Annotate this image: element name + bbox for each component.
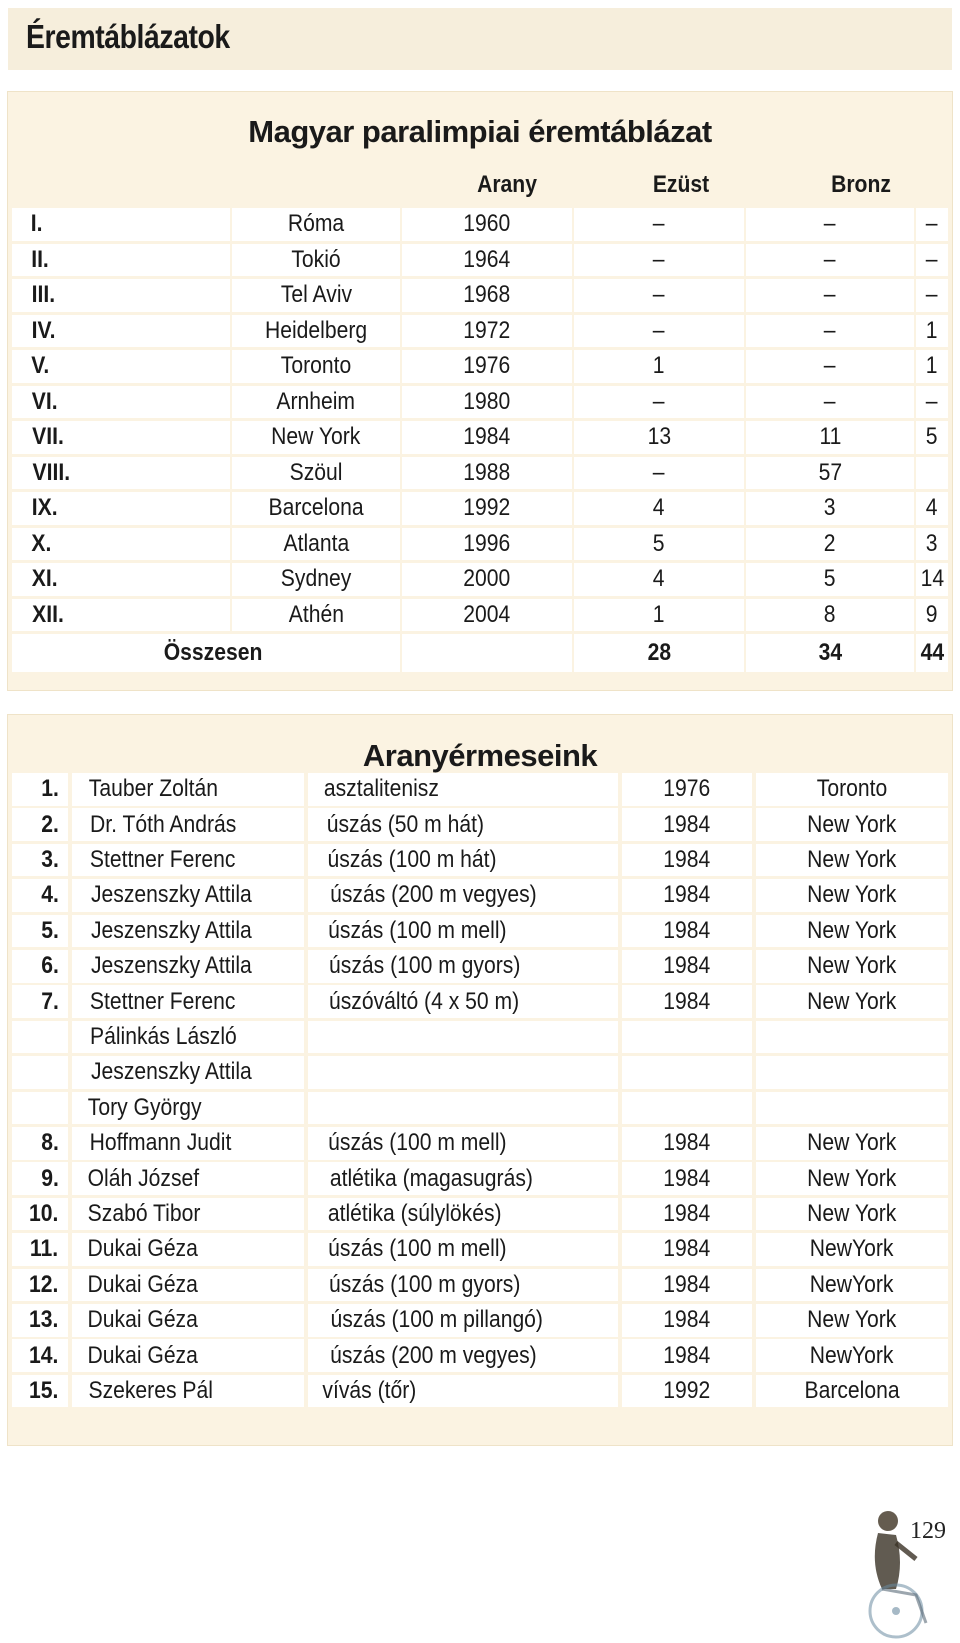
games-year: 1964 xyxy=(402,244,572,277)
medalist-number xyxy=(12,1056,68,1089)
silver-count: – xyxy=(746,386,914,419)
silver-count: – xyxy=(746,244,914,277)
medal-table-header xyxy=(8,164,952,206)
medalist-row xyxy=(8,773,952,806)
bronze-count: – xyxy=(916,244,948,277)
gold-count: 5 xyxy=(574,528,744,561)
medalist-year: 1984 xyxy=(622,844,752,877)
medalist-event: úszás (100 m mell) xyxy=(308,1127,618,1160)
medalist-name: Szabó Tibor xyxy=(72,1198,304,1231)
medalist-number: 7. xyxy=(12,985,68,1018)
medalist-number: 2. xyxy=(12,808,68,841)
host-city: New York xyxy=(232,421,400,454)
medalist-number: 8. xyxy=(12,1127,68,1160)
bronze-count: 1 xyxy=(916,315,948,348)
edition-number: III. xyxy=(12,279,230,312)
medalist-city: New York xyxy=(756,844,948,877)
medalist-number: 12. xyxy=(12,1269,68,1302)
medalist-row xyxy=(8,879,952,912)
silver-count: 2 xyxy=(746,528,914,561)
silver-count: – xyxy=(746,350,914,383)
medalist-city: New York xyxy=(756,915,948,948)
medalist-city: New York xyxy=(756,1127,948,1160)
host-city: Róma xyxy=(232,208,400,241)
medalist-name: Pálinkás László xyxy=(72,1021,304,1054)
gold-count: – xyxy=(574,315,744,348)
silver-count: – xyxy=(746,279,914,312)
edition-number: I. xyxy=(12,208,230,241)
total-gold: 28 xyxy=(574,634,744,672)
medal-table-row xyxy=(8,244,952,277)
medalist-name: Stettner Ferenc xyxy=(72,985,304,1018)
medalist-name: Jeszenszky Attila xyxy=(72,950,304,983)
medalist-number: 4. xyxy=(12,879,68,912)
bronze-count: 9 xyxy=(916,599,948,632)
medalist-city: NewYork xyxy=(756,1269,948,1302)
wheelchair-athlete-icon xyxy=(856,1503,956,1643)
edition-number: XII. xyxy=(12,599,230,632)
medalist-city: New York xyxy=(756,1198,948,1231)
total-spacer xyxy=(402,634,572,672)
medalist-name: Szekeres Pál xyxy=(72,1375,304,1408)
medalist-year: 1984 xyxy=(622,1233,752,1266)
medalist-year: 1984 xyxy=(622,1162,752,1195)
medalist-number: 3. xyxy=(12,844,68,877)
medal-table-row xyxy=(8,421,952,454)
bronze-count: 14 xyxy=(916,563,948,596)
silver-count: – xyxy=(746,315,914,348)
medalist-year: 1976 xyxy=(622,773,752,806)
medalist-city: New York xyxy=(756,950,948,983)
medalist-event: atlétika (súlylökés) xyxy=(308,1198,618,1231)
medalist-name: Dukai Géza xyxy=(72,1304,304,1337)
silver-count: 5 xyxy=(746,563,914,596)
bronze-count: 4 xyxy=(916,492,948,525)
edition-number: V. xyxy=(12,350,230,383)
gold-medalists-table xyxy=(8,715,952,1445)
medalist-city: Toronto xyxy=(756,773,948,806)
medal-table-title: Magyar paralimpiai éremtáblázat xyxy=(248,114,712,149)
silver-count: 57 xyxy=(746,457,914,490)
medalist-row xyxy=(8,1056,952,1089)
gold-count: 1 xyxy=(574,350,744,383)
medalist-event: atlétika (magasugrás) xyxy=(308,1162,618,1195)
medalist-name: Oláh József xyxy=(72,1162,304,1195)
medalist-name: Tory György xyxy=(72,1092,304,1125)
medalist-city xyxy=(756,1056,948,1089)
medal-table-row xyxy=(8,599,952,632)
medalist-row xyxy=(8,1127,952,1160)
medal-table xyxy=(8,92,952,690)
host-city: Sydney xyxy=(232,563,400,596)
games-year: 1980 xyxy=(402,386,572,419)
gold-count: – xyxy=(574,279,744,312)
medalist-event: úszás (200 m vegyes) xyxy=(308,1339,618,1372)
edition-number: II. xyxy=(12,244,230,277)
medalist-city: Barcelona xyxy=(756,1375,948,1408)
column-header-gold: Arany xyxy=(477,171,537,198)
medalist-number: 1. xyxy=(12,773,68,806)
medalist-event xyxy=(308,1021,618,1054)
gold-count: – xyxy=(574,208,744,241)
host-city: Heidelberg xyxy=(232,315,400,348)
medalist-number xyxy=(12,1092,68,1125)
medalist-name: Tauber Zoltán xyxy=(72,773,304,806)
medalist-event: úszás (100 m mell) xyxy=(308,1233,618,1266)
host-city: Tokió xyxy=(232,244,400,277)
medalist-name: Dukai Géza xyxy=(72,1339,304,1372)
medalist-row xyxy=(8,1304,952,1337)
gold-count: – xyxy=(574,386,744,419)
games-year: 1984 xyxy=(402,421,572,454)
page-title: Éremtáblázatok xyxy=(26,18,230,55)
games-year: 1988 xyxy=(402,457,572,490)
medalist-row xyxy=(8,915,952,948)
medalist-city: New York xyxy=(756,879,948,912)
host-city: Arnheim xyxy=(232,386,400,419)
medalist-row xyxy=(8,1092,952,1125)
edition-number: X. xyxy=(12,528,230,561)
medal-table-total-row xyxy=(8,634,952,672)
medal-table-row xyxy=(8,208,952,241)
medalist-city xyxy=(756,1021,948,1054)
medalist-event: úszás (100 m pillangó) xyxy=(308,1304,618,1337)
host-city: Tel Aviv xyxy=(232,279,400,312)
medalist-year: 1984 xyxy=(622,1339,752,1372)
medalist-row xyxy=(8,844,952,877)
medalist-row xyxy=(8,950,952,983)
bronze-count: – xyxy=(916,279,948,312)
medalist-event: úszóváltó (4 x 50 m) xyxy=(308,985,618,1018)
medalist-name: Stettner Ferenc xyxy=(72,844,304,877)
medal-table-row xyxy=(8,279,952,312)
medal-table-row xyxy=(8,563,952,596)
bronze-count: 3 xyxy=(916,528,948,561)
medalist-event: úszás (200 m vegyes) xyxy=(308,879,618,912)
medalist-year: 1984 xyxy=(622,950,752,983)
host-city: Toronto xyxy=(232,350,400,383)
medalist-city: New York xyxy=(756,808,948,841)
total-bronze: 44 xyxy=(916,634,948,672)
medalist-number: 9. xyxy=(12,1162,68,1195)
edition-number: IV. xyxy=(12,315,230,348)
medalist-number: 10. xyxy=(12,1198,68,1231)
medalist-event: úszás (100 m gyors) xyxy=(308,1269,618,1302)
medalist-row xyxy=(8,1375,952,1408)
gold-count: 1 xyxy=(574,599,744,632)
medalist-number: 15. xyxy=(12,1375,68,1408)
games-year: 1976 xyxy=(402,350,572,383)
edition-number: IX. xyxy=(12,492,230,525)
gold-medalists-title: Aranyérmeseink xyxy=(362,738,598,773)
medal-table-row xyxy=(8,386,952,419)
silver-count: 3 xyxy=(746,492,914,525)
medalist-year: 1984 xyxy=(622,1127,752,1160)
medalist-year: 1984 xyxy=(622,1269,752,1302)
medalist-event: asztalitenisz xyxy=(308,773,618,806)
medalist-event: úszás (100 m mell) xyxy=(308,915,618,948)
page-number: 129 xyxy=(910,1518,946,1544)
bronze-count: – xyxy=(916,386,948,419)
total-silver: 34 xyxy=(746,634,914,672)
silver-count: 11 xyxy=(746,421,914,454)
medalist-number: 6. xyxy=(12,950,68,983)
edition-number: VII. xyxy=(12,421,230,454)
medal-table-row xyxy=(8,528,952,561)
medalist-row xyxy=(8,985,952,1018)
host-city: Szöul xyxy=(232,457,400,490)
medalist-number: 11. xyxy=(12,1233,68,1266)
medalist-row xyxy=(8,1198,952,1231)
medalist-year: 1984 xyxy=(622,1304,752,1337)
medalist-event: úszás (100 m gyors) xyxy=(308,950,618,983)
medalist-city: NewYork xyxy=(756,1233,948,1266)
medalist-event xyxy=(308,1056,618,1089)
host-city: Athén xyxy=(232,599,400,632)
medalist-row xyxy=(8,1021,952,1054)
bronze-count: – xyxy=(916,208,948,241)
medalist-event: vívás (tőr) xyxy=(308,1375,618,1408)
silver-count: 8 xyxy=(746,599,914,632)
medalist-number xyxy=(12,1021,68,1054)
medalist-number: 13. xyxy=(12,1304,68,1337)
bronze-count: 5 xyxy=(916,421,948,454)
host-city: Atlanta xyxy=(232,528,400,561)
medal-table-row xyxy=(8,492,952,525)
bronze-count xyxy=(916,457,948,490)
medalist-event: úszás (100 m hát) xyxy=(308,844,618,877)
medalist-year xyxy=(622,1021,752,1054)
medalist-year: 1984 xyxy=(622,985,752,1018)
edition-number: VIII. xyxy=(12,457,230,490)
edition-number: VI. xyxy=(12,386,230,419)
games-year: 2000 xyxy=(402,563,572,596)
medalist-row xyxy=(8,1162,952,1195)
medalist-name: Jeszenszky Attila xyxy=(72,915,304,948)
games-year: 2004 xyxy=(402,599,572,632)
gold-count: 4 xyxy=(574,563,744,596)
host-city: Barcelona xyxy=(232,492,400,525)
medalist-number: 14. xyxy=(12,1339,68,1372)
medalist-year xyxy=(622,1092,752,1125)
medalist-year: 1984 xyxy=(622,879,752,912)
medalist-city: NewYork xyxy=(756,1339,948,1372)
medalist-name: Dukai Géza xyxy=(72,1233,304,1266)
medalist-name: Jeszenszky Attila xyxy=(72,1056,304,1089)
medalist-year: 1992 xyxy=(622,1375,752,1408)
edition-number: XI. xyxy=(12,563,230,596)
games-year: 1996 xyxy=(402,528,572,561)
medalist-row xyxy=(8,808,952,841)
medalist-row xyxy=(8,1269,952,1302)
bronze-count: 1 xyxy=(916,350,948,383)
medalist-row xyxy=(8,1233,952,1266)
total-label: Összesen xyxy=(12,634,400,672)
medalist-name: Hoffmann Judit xyxy=(72,1127,304,1160)
medalist-year: 1984 xyxy=(622,915,752,948)
medalist-name: Dr. Tóth András xyxy=(72,808,304,841)
medalist-event xyxy=(308,1092,618,1125)
column-header-bronze: Bronz xyxy=(831,171,891,198)
medalist-name: Jeszenszky Attila xyxy=(72,879,304,912)
medal-table-row xyxy=(8,350,952,383)
medalist-row xyxy=(8,1339,952,1372)
medalist-name: Dukai Géza xyxy=(72,1269,304,1302)
medalist-year: 1984 xyxy=(622,808,752,841)
gold-count: – xyxy=(574,244,744,277)
gold-count: – xyxy=(574,457,744,490)
column-header-silver: Ezüst xyxy=(652,171,710,198)
games-year: 1960 xyxy=(402,208,572,241)
medalist-city: New York xyxy=(756,1304,948,1337)
games-year: 1972 xyxy=(402,315,572,348)
games-year: 1992 xyxy=(402,492,572,525)
medalist-city xyxy=(756,1092,948,1125)
medalist-year: 1984 xyxy=(622,1198,752,1231)
gold-count: 13 xyxy=(574,421,744,454)
medal-table-row xyxy=(8,315,952,348)
silver-count: – xyxy=(746,208,914,241)
medalist-city: New York xyxy=(756,985,948,1018)
games-year: 1968 xyxy=(402,279,572,312)
medalist-year xyxy=(622,1056,752,1089)
medalist-number: 5. xyxy=(12,915,68,948)
gold-count: 4 xyxy=(574,492,744,525)
medalist-event: úszás (50 m hát) xyxy=(308,808,618,841)
medal-table-row xyxy=(8,457,952,490)
medalist-city: New York xyxy=(756,1162,948,1195)
